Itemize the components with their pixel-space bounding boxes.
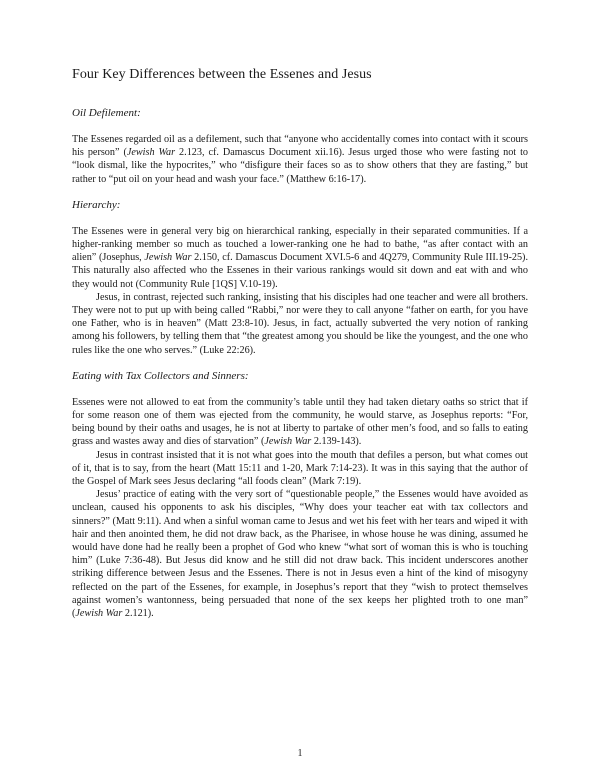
- paragraph: Jesus in contrast insisted that it is not what goes into the mouth that defiles a person, but what comes out of it, that is to say, from the heart (Matt 15:11 and 1-20, Mark 7:14-23). It was in this saying that the author of the Gospel of Mark sees Jesus declaring “all foods clean” (Mark 7:19).: [72, 449, 528, 488]
- document-title: Four Key Differences between the Essenes and Jesus: [72, 67, 372, 82]
- document-page: [72, 66, 528, 620]
- paragraph: Essenes were not allowed to eat from the community’s table until they had taken dietary oaths so strict that if for some reason one of them was ejected from the community, he would starve, as Josephus reports: “For, being bound by their oaths and usages, he is not at liberty to partake of other men’s food, and so falls to eating grass and wastes away and dies of starvation” (Jewish War 2.139-143).: [72, 396, 528, 448]
- section-heading-eating: Eating with Tax Collectors and Sinners:: [72, 369, 249, 382]
- paragraph: The Essenes were in general very big on hierarchical ranking, especially in their separated communities. If a higher-ranking member so much as touched a lower-ranking one he had to bathe, “as after contact with an alien” (Josephus, Jewish War 2.150, cf. Damascus Document XVI.5-6 and 4Q279, Community Rule III.19-25). This naturally also affected who the Essenes in their various rankings would sit down and eat with and who they would not (Community Rule [1QS] V.10-19).: [72, 225, 528, 290]
- page-number: 1: [297, 748, 303, 759]
- paragraph: Jesus’ practice of eating with the very sort of “questionable people,” the Essenes would have avoided as unclean, caused his opponents to ask his disciples, “Why does your teacher eat with tax collectors and sinners?” (Matt 9:11). And when a sinful woman came to Jesus and wet his feet with her tears and wiped it with hair and then anointed them, he did not draw back, as the Pharisee, in whose house he was dining, assumed he would have done had he really been a prophet of God who knew “what sort of woman this is who is touching him” (Luke 7:36-48). But Jesus did know and he still did not draw back. This incident underscores another striking difference between Jesus and the Essenes. There is not in Jesus even a hint of the kind of misogyny reflected on the part of the Essenes, for example, in Josephus’s report that they “wish to protect themselves against women’s wantonness, being persuaded that none of the sex keeps her plighted troth to one man” (Jewish War 2.121).: [72, 489, 528, 620]
- section-heading-oil: Oil Defilement:: [72, 107, 141, 119]
- paragraph: The Essenes regarded oil as a defilement, such that “anyone who accidentally comes into contact with it scours his person” (Jewish War 2.123, cf. Damascus Document xii.16). Jesus urged those who were fasting not to “look dismal, like the hypocrites,” who “disfigure their faces so as to show others that they are fasting,” but rather to “put oil on your head and wash your face.” (Matthew 6:16-17).: [72, 134, 528, 185]
- section-heading-hierarchy: Hierarchy:: [72, 198, 121, 211]
- paragraph: Jesus, in contrast, rejected such ranking, insisting that his disciples had one teacher and were all brothers. They were not to put up with being called “Rabbi,” nor were they to call anyone “father on earth, for you have one Father, who is in heaven” (Matt 23:8-10). Jesus, in fact, actually subverted the very notion of ranking among his followers, by telling them that “the greatest among you should be like the youngest, and the one who rules like the one who serves.” (Luke 22:26).: [72, 291, 528, 356]
